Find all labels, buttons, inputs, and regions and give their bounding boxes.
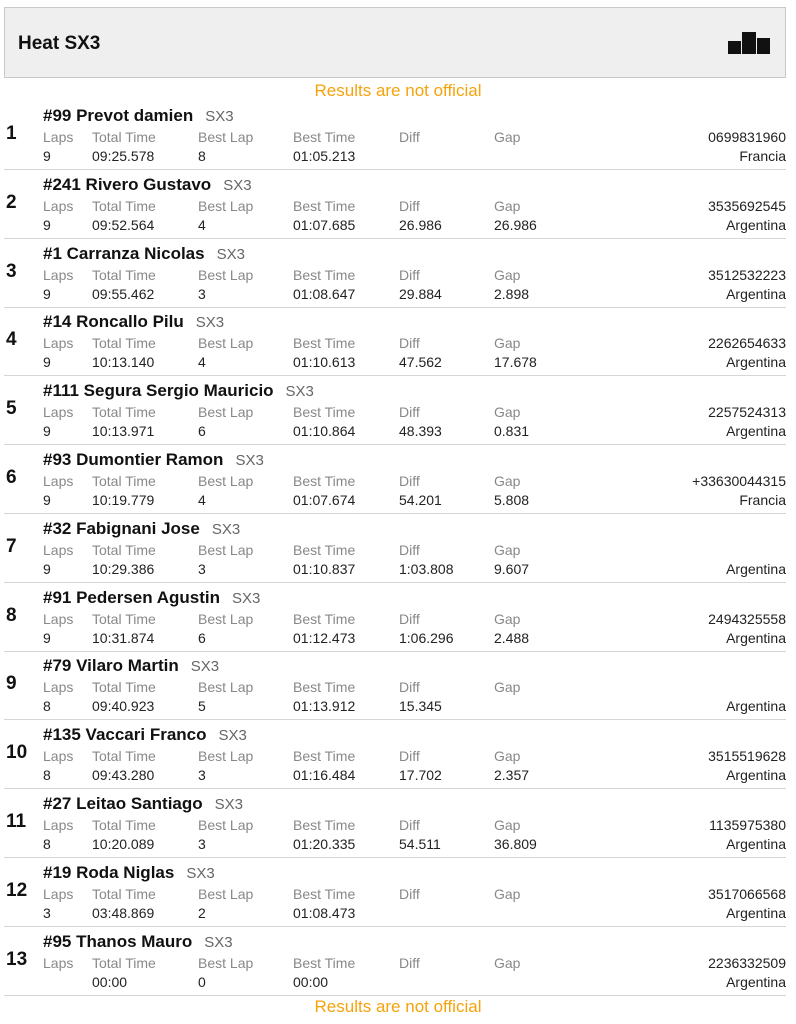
gap-label: Gap: [494, 129, 521, 145]
diff-value: 26.986: [399, 216, 442, 233]
country: Argentina: [726, 423, 786, 440]
diff-value: 29.884: [399, 285, 442, 302]
total-time-label: Total Time: [92, 954, 156, 971]
position: 11: [6, 811, 27, 832]
best-time-label: Best Time: [293, 679, 356, 696]
total-time-value: 10:31.874: [92, 629, 155, 646]
total-time-label: Total Time: [92, 885, 156, 902]
diff-value: 17.702: [399, 767, 442, 784]
laps-value: 9: [43, 492, 51, 508]
result-row[interactable]: [4, 170, 786, 239]
country: Argentina: [726, 973, 786, 990]
class-label: SX3: [232, 589, 261, 607]
result-row[interactable]: [4, 927, 786, 996]
laps-value: 9: [43, 629, 51, 646]
class-label: SX3: [285, 383, 314, 401]
unofficial-notice-top: Results are not official: [314, 81, 482, 100]
best-lap-label: Best Lap: [198, 129, 254, 145]
country: Argentina: [726, 836, 786, 852]
rider-name: [43, 312, 224, 332]
laps-label: Laps: [43, 129, 74, 145]
country: Francia: [739, 492, 786, 508]
diff-label: Diff: [399, 335, 420, 352]
best-time-value: 01:05.213: [293, 148, 356, 164]
best-time-label: Best Time: [293, 473, 356, 489]
best-lap-label: Best Lap: [198, 610, 254, 627]
gap-value: 36.809: [494, 836, 537, 852]
total-time-label: Total Time: [92, 473, 156, 489]
page-title: Heat SX3: [18, 33, 101, 54]
gap-value: 2.357: [494, 767, 530, 784]
best-lap-value: 3: [198, 836, 206, 852]
diff-label: Diff: [399, 748, 420, 765]
best-time-label: Best Time: [293, 266, 356, 283]
result-row[interactable]: [4, 651, 786, 720]
gap-value: 0.831: [494, 423, 530, 440]
result-row[interactable]: [4, 445, 786, 514]
class-label: SX3: [235, 452, 264, 469]
gap-label: Gap: [494, 954, 521, 971]
best-time-value: 01:08.647: [293, 285, 356, 302]
position: 2: [6, 191, 17, 213]
total-time-value: 10:13.140: [92, 354, 155, 371]
phone-number: +33630044315: [692, 473, 786, 489]
best-lap-label: Best Lap: [198, 954, 254, 971]
laps-value: 8: [43, 836, 51, 852]
total-time-label: Total Time: [92, 817, 156, 833]
total-time-value: 03:48.869: [92, 904, 155, 921]
laps-value: 9: [43, 285, 51, 302]
diff-value: 1:03.808: [399, 560, 454, 577]
rider-name: [43, 863, 215, 883]
diff-label: Diff: [399, 129, 420, 145]
diff-label: Diff: [399, 610, 420, 627]
laps-label: Laps: [43, 197, 74, 214]
gap-label: Gap: [494, 541, 521, 558]
diff-label: Diff: [399, 473, 420, 489]
phone-number: 2494325558: [708, 610, 786, 627]
position: 8: [6, 604, 17, 626]
rider-name-text: #32 Fabignani Jose: [43, 518, 200, 538]
result-row[interactable]: [4, 858, 786, 927]
best-time-label: Best Time: [293, 610, 356, 627]
diff-value: 15.345: [399, 698, 442, 715]
best-lap-label: Best Lap: [198, 335, 254, 352]
best-lap-value: 6: [198, 423, 206, 440]
rider-name-text: #241 Rivero Gustavo: [43, 174, 212, 194]
rider-name-text: #79 Vilaro Martin: [43, 656, 179, 676]
class-label: SX3: [186, 864, 215, 882]
position: 7: [6, 535, 17, 557]
country: Argentina: [726, 629, 786, 646]
laps-label: Laps: [43, 473, 74, 489]
country: Argentina: [726, 285, 786, 302]
gap-label: Gap: [494, 610, 521, 627]
best-lap-label: Best Lap: [198, 817, 254, 833]
total-time-label: Total Time: [92, 748, 156, 765]
laps-label: Laps: [43, 748, 74, 765]
class-label: SX3: [214, 796, 244, 813]
diff-value: 48.393: [399, 423, 442, 440]
phone-number: 0699831960: [708, 129, 786, 145]
laps-label: Laps: [43, 541, 74, 558]
country: Argentina: [726, 698, 786, 715]
best-time-label: Best Time: [293, 954, 356, 971]
diff-label: Diff: [399, 197, 420, 214]
rider-name-text: #99 Prevot damien: [43, 106, 194, 125]
rider-name: [43, 932, 233, 952]
rider-name-text: #19 Roda Niglas: [43, 862, 175, 882]
laps-value: 8: [43, 698, 51, 715]
rider-name: [43, 725, 247, 745]
best-lap-label: Best Lap: [198, 541, 254, 558]
diff-label: Diff: [399, 679, 420, 696]
position: 13: [6, 948, 28, 970]
gap-value: 2.898: [494, 285, 530, 302]
best-lap-value: 4: [198, 492, 206, 508]
rider-name-text: #27 Leitao Santiago: [43, 794, 203, 813]
gap-label: Gap: [494, 817, 521, 833]
gap-value: 9.607: [494, 560, 530, 577]
phone-number: 3512532223: [708, 266, 786, 283]
total-time-value: 10:19.779: [92, 492, 155, 508]
total-time-label: Total Time: [92, 197, 156, 214]
gap-value: 17.678: [494, 354, 537, 371]
diff-value: 1:06.296: [399, 629, 454, 646]
diff-label: Diff: [399, 885, 420, 902]
laps-value: 9: [43, 354, 51, 371]
laps-value: 3: [43, 904, 51, 921]
class-label: SX3: [195, 314, 225, 332]
best-lap-value: 3: [198, 560, 206, 577]
phone-number: 2257524313: [708, 404, 786, 421]
best-time-value: 01:10.837: [293, 560, 356, 577]
rider-name-text: #14 Roncallo Pilu: [43, 312, 184, 332]
result-row[interactable]: [4, 514, 786, 583]
diff-label: Diff: [399, 954, 420, 971]
rider-name: [43, 106, 234, 126]
best-time-label: Best Time: [293, 197, 356, 214]
rider-name-text: #135 Vaccari Franco: [43, 725, 207, 745]
best-lap-label: Best Lap: [198, 197, 254, 214]
total-time-value: 09:43.280: [92, 767, 155, 784]
result-row[interactable]: [4, 239, 786, 308]
laps-label: Laps: [43, 954, 74, 971]
best-time-value: 01:07.685: [293, 216, 356, 233]
total-time-value: 00:00: [92, 973, 128, 990]
best-time-value: 01:08.473: [293, 904, 356, 921]
gap-value: 5.808: [494, 492, 530, 508]
best-lap-value: 4: [198, 216, 206, 233]
best-lap-value: 3: [198, 285, 206, 302]
rider-name: [43, 244, 245, 264]
best-time-value: 01:07.674: [293, 492, 356, 508]
position: 6: [6, 467, 17, 488]
position: 9: [6, 673, 17, 695]
class-label: SX3: [218, 727, 247, 745]
position: 12: [6, 879, 28, 901]
best-time-value: 01:10.864: [293, 423, 356, 440]
gap-label: Gap: [494, 473, 521, 489]
diff-label: Diff: [399, 817, 420, 833]
laps-label: Laps: [43, 404, 74, 421]
diff-value: 54.201: [399, 492, 442, 508]
position: 10: [6, 742, 28, 764]
best-lap-label: Best Lap: [198, 748, 254, 765]
rider-name: [43, 794, 243, 814]
total-time-label: Total Time: [92, 404, 156, 421]
laps-label: Laps: [43, 266, 74, 283]
rider-name-text: #91 Pedersen Agustin: [43, 587, 220, 607]
result-row[interactable]: [4, 307, 786, 376]
country: Argentina: [726, 216, 786, 233]
best-time-value: 01:13.912: [293, 698, 356, 715]
country: Argentina: [726, 904, 786, 921]
rider-name: [43, 656, 219, 676]
gap-label: Gap: [494, 404, 521, 421]
country: Francia: [739, 148, 786, 164]
best-time-label: Best Time: [293, 885, 356, 902]
position: 3: [6, 260, 17, 282]
rider-name-text: #95 Thanos Mauro: [43, 931, 193, 951]
best-time-label: Best Time: [293, 335, 356, 352]
podium-icon[interactable]: [728, 32, 770, 54]
total-time-label: Total Time: [92, 266, 156, 283]
total-time-value: 09:55.462: [92, 285, 155, 302]
best-time-label: Best Time: [293, 541, 356, 558]
laps-label: Laps: [43, 817, 74, 833]
best-time-value: 01:20.335: [293, 836, 356, 852]
best-time-value: 01:12.473: [293, 629, 356, 646]
rider-name-text: #93 Dumontier Ramon: [43, 450, 224, 469]
gap-label: Gap: [494, 748, 521, 765]
diff-label: Diff: [399, 404, 420, 421]
laps-label: Laps: [43, 610, 74, 627]
laps-value: 8: [43, 767, 51, 784]
total-time-value: 10:29.386: [92, 560, 155, 577]
class-label: SX3: [205, 108, 234, 125]
phone-number: 3535692545: [708, 197, 786, 214]
result-row[interactable]: [4, 583, 786, 652]
best-lap-value: 8: [198, 148, 206, 164]
best-time-label: Best Time: [293, 748, 356, 765]
best-lap-value: 4: [198, 354, 206, 371]
result-row[interactable]: [4, 376, 786, 445]
best-time-label: Best Time: [293, 129, 356, 145]
best-lap-value: 6: [198, 629, 206, 646]
class-label: SX3: [223, 176, 252, 194]
best-lap-label: Best Lap: [198, 404, 254, 421]
phone-number: 2262654633: [708, 335, 786, 352]
rider-name-text: #111 Segura Sergio Mauricio: [43, 381, 274, 401]
phone-number: 3517066568: [708, 885, 786, 902]
best-lap-value: 0: [198, 973, 206, 990]
best-lap-value: 3: [198, 767, 206, 784]
country: Argentina: [726, 767, 786, 784]
phone-number: 3515519628: [708, 748, 786, 765]
result-row[interactable]: [4, 789, 786, 858]
laps-label: Laps: [43, 335, 74, 352]
country: Argentina: [726, 354, 786, 371]
gap-label: Gap: [494, 335, 521, 352]
class-label: SX3: [204, 933, 233, 951]
rider-name-text: #1 Carranza Nicolas: [43, 243, 205, 263]
best-lap-label: Best Lap: [198, 266, 254, 283]
gap-value: 26.986: [494, 216, 537, 233]
total-time-value: 09:25.578: [92, 148, 155, 164]
best-lap-value: 5: [198, 698, 206, 715]
diff-label: Diff: [399, 541, 420, 558]
result-row[interactable]: [4, 720, 786, 789]
laps-label: Laps: [43, 679, 74, 696]
phone-number: 1135975380: [709, 817, 786, 833]
rider-name: [43, 450, 264, 470]
gap-value: 2.488: [494, 629, 530, 646]
phone-number: 2236332509: [708, 954, 786, 971]
total-time-label: Total Time: [92, 335, 156, 352]
gap-label: Gap: [494, 197, 521, 214]
total-time-label: Total Time: [92, 129, 156, 145]
result-row[interactable]: [4, 101, 786, 170]
best-time-label: Best Time: [293, 817, 356, 833]
rider-name: [43, 588, 260, 608]
best-lap-label: Best Lap: [198, 679, 254, 696]
unofficial-notice-bottom: Results are not official: [314, 997, 482, 1016]
gap-label: Gap: [494, 885, 521, 902]
class-label: SX3: [216, 245, 245, 263]
best-lap-label: Best Lap: [198, 473, 254, 489]
total-time-value: 09:52.564: [92, 216, 155, 233]
gap-label: Gap: [494, 266, 521, 283]
rider-name: [43, 381, 314, 401]
best-time-value: 01:16.484: [293, 767, 356, 784]
position: 4: [6, 329, 17, 351]
diff-value: 47.562: [399, 354, 442, 371]
rider-name: [43, 519, 240, 539]
total-time-label: Total Time: [92, 541, 156, 558]
laps-value: 9: [43, 148, 51, 164]
class-label: SX3: [211, 520, 241, 538]
laps-value: 9: [43, 423, 51, 440]
total-time-value: 10:13.971: [92, 423, 155, 440]
diff-value: 54.511: [399, 836, 441, 852]
rider-name: [43, 175, 252, 195]
best-time-value: 01:10.613: [293, 354, 356, 371]
position: 1: [6, 123, 17, 144]
total-time-value: 10:20.089: [92, 836, 155, 852]
class-label: SX3: [190, 658, 220, 676]
laps-value: 9: [43, 560, 51, 577]
country: Argentina: [726, 560, 786, 577]
total-time-value: 09:40.923: [92, 698, 155, 715]
total-time-label: Total Time: [92, 610, 156, 627]
position: 5: [6, 398, 17, 420]
total-time-label: Total Time: [92, 679, 156, 696]
best-time-label: Best Time: [293, 404, 356, 421]
laps-value: 9: [43, 216, 51, 233]
best-lap-label: Best Lap: [198, 885, 254, 902]
diff-label: Diff: [399, 266, 420, 283]
page-header: [4, 7, 786, 78]
laps-label: Laps: [43, 885, 74, 902]
gap-label: Gap: [494, 679, 521, 696]
best-lap-value: 2: [198, 904, 206, 921]
best-time-value: 00:00: [293, 973, 329, 990]
